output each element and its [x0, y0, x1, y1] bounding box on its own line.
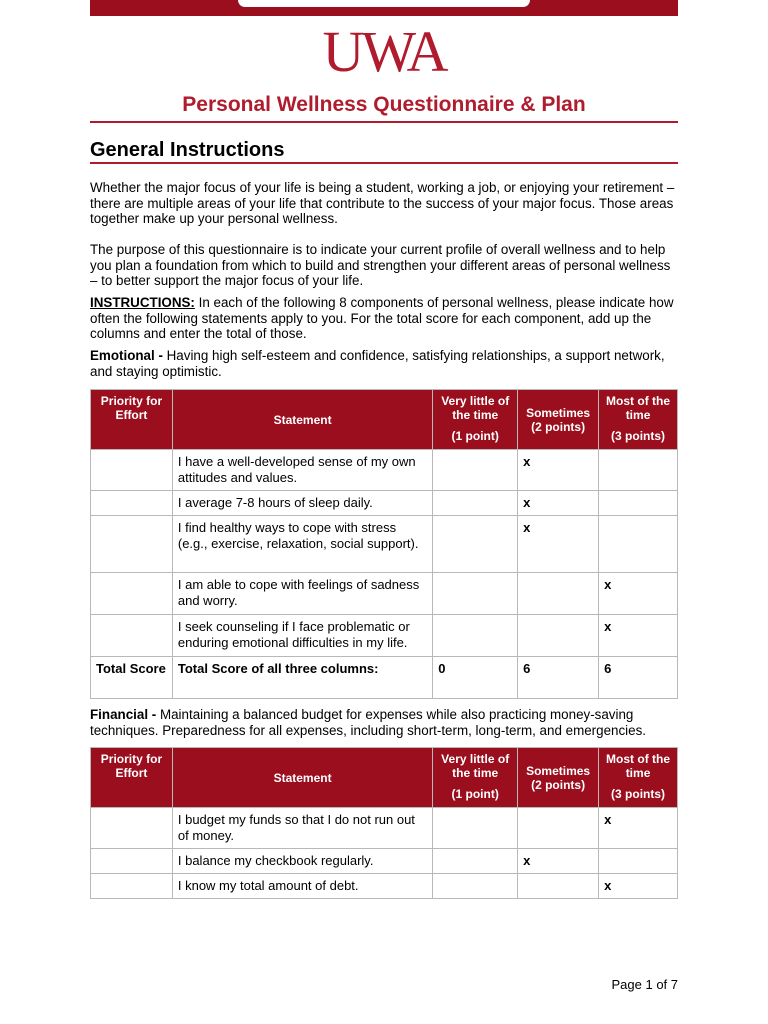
sometimes-cell[interactable]: [518, 573, 599, 615]
header-sometimes-label: Sometimes: [526, 405, 591, 420]
header-most-label: Most of the time: [606, 394, 671, 422]
header-most: [599, 748, 678, 808]
header-sometimes: [518, 748, 599, 808]
very-little-cell[interactable]: [433, 615, 518, 657]
financial-table: [90, 747, 678, 899]
total-sometimes[interactable]: 6: [518, 657, 599, 699]
header-most-points: (3 points): [611, 429, 666, 443]
very-little-cell[interactable]: [433, 573, 518, 615]
table-row: [91, 516, 678, 573]
header-priority: Priority for Effort: [91, 748, 173, 808]
financial-intro: [90, 707, 680, 738]
very-little-cell[interactable]: [433, 874, 518, 899]
very-little-cell[interactable]: [433, 450, 518, 491]
title-rule: [90, 121, 678, 123]
most-cell[interactable]: x: [599, 615, 678, 657]
statement-cell: I average 7-8 hours of sleep daily.: [172, 491, 432, 516]
header-statement: Statement: [172, 748, 432, 808]
instructions-paragraph: [90, 295, 680, 342]
total-statement: Total Score of all three columns:: [172, 657, 432, 699]
header-very-little: [433, 390, 518, 450]
most-cell[interactable]: [599, 516, 678, 573]
most-cell[interactable]: x: [599, 874, 678, 899]
statement-cell: I budget my funds so that I do not run out of money.: [172, 808, 432, 849]
intro-paragraph-1: Whether the major focus of your life is being a student, working a job, or enjoying your retirement – there are multiple areas of your life that contribute to the success of your major focus. Those areas together make up your personal wellness.: [90, 180, 675, 227]
header-statement: Statement: [172, 390, 432, 450]
header-most-label: Most of the time: [606, 752, 671, 780]
statement-cell: I know my total amount of debt.: [172, 874, 432, 899]
financial-label: Financial -: [90, 707, 157, 722]
intro-paragraph-2: The purpose of this questionnaire is to indicate your current profile of overall wellness and to help you plan a foundation from which to build and strengthen your different areas of personal wellness – to better support the major focus of your life.: [90, 242, 671, 289]
emotional-intro: [90, 348, 680, 379]
priority-cell[interactable]: [91, 450, 173, 491]
most-cell[interactable]: [599, 849, 678, 874]
financial-desc: Maintaining a balanced budget for expenses while also practicing money-saving techniques. Preparedness for all expenses, including short-term, long-term, and emergencies.: [90, 707, 646, 738]
most-cell[interactable]: [599, 491, 678, 516]
very-little-cell[interactable]: [433, 808, 518, 849]
page-number: Page 1 of 7: [611, 977, 678, 992]
emotional-label: Emotional -: [90, 348, 163, 363]
table-row: [91, 491, 678, 516]
header-sometimes-points: (2 points): [531, 777, 586, 792]
emotional-desc: Having high self-esteem and confidence, satisfying relationships, a support network, and staying optimistic.: [90, 348, 665, 379]
header-very-little-label: Very little of the time: [441, 394, 510, 422]
very-little-cell[interactable]: [433, 491, 518, 516]
header-most: [599, 390, 678, 450]
header-very-little-label: Very little of the time: [441, 752, 510, 780]
most-cell[interactable]: x: [599, 573, 678, 615]
header-most-points: (3 points): [611, 787, 666, 801]
sometimes-cell[interactable]: x: [518, 450, 599, 491]
total-row: [91, 657, 678, 699]
instructions-label: INSTRUCTIONS:: [90, 295, 195, 310]
instructions-text: In each of the following 8 components of personal wellness, please indicate how often the following statements apply to you. For the total score for each component, add up the columns and enter the total of those.: [90, 295, 674, 342]
very-little-cell[interactable]: [433, 849, 518, 874]
total-most[interactable]: 6: [599, 657, 678, 699]
financial-header-row: [91, 748, 678, 808]
sometimes-cell[interactable]: [518, 615, 599, 657]
very-little-cell[interactable]: [433, 516, 518, 573]
page-title: Personal Wellness Questionnaire & Plan: [182, 93, 586, 116]
table-row: [91, 849, 678, 874]
statement-cell: I have a well-developed sense of my own attitudes and values.: [172, 450, 432, 491]
table-row: [91, 615, 678, 657]
header-very-little-points: (1 point): [451, 787, 499, 801]
priority-cell[interactable]: [91, 516, 173, 573]
priority-cell[interactable]: [91, 615, 173, 657]
emotional-table: [90, 389, 678, 699]
most-cell[interactable]: [599, 450, 678, 491]
section-heading: General Instructions: [90, 139, 285, 161]
priority-cell[interactable]: [91, 491, 173, 516]
total-very-little[interactable]: 0: [433, 657, 518, 699]
sometimes-cell[interactable]: x: [518, 491, 599, 516]
sometimes-cell[interactable]: [518, 874, 599, 899]
priority-cell[interactable]: [91, 849, 173, 874]
priority-cell[interactable]: [91, 808, 173, 849]
table-row: [91, 874, 678, 899]
statement-cell: I balance my checkbook regularly.: [172, 849, 432, 874]
table-row: [91, 808, 678, 849]
uwa-logo: UWA: [322, 19, 446, 84]
header-very-little-points: (1 point): [451, 429, 499, 443]
statement-cell: I seek counseling if I face problematic or enduring emotional difficulties in my life.: [172, 615, 432, 657]
sometimes-cell[interactable]: [518, 808, 599, 849]
header-very-little: [433, 748, 518, 808]
statement-cell: I am able to cope with feelings of sadness and worry.: [172, 573, 432, 615]
heading-rule: [90, 162, 678, 164]
sometimes-cell[interactable]: x: [518, 849, 599, 874]
priority-cell[interactable]: [91, 573, 173, 615]
most-cell[interactable]: x: [599, 808, 678, 849]
priority-cell[interactable]: [91, 874, 173, 899]
header-priority: Priority for Effort: [91, 390, 173, 450]
sometimes-cell[interactable]: x: [518, 516, 599, 573]
header-sometimes: [518, 390, 599, 450]
top-band-notch: [238, 0, 530, 7]
table-row: [91, 450, 678, 491]
header-sometimes-points: (2 points): [531, 419, 586, 434]
statement-cell: I find healthy ways to cope with stress (e.g., exercise, relaxation, social support).: [172, 516, 432, 573]
emotional-header-row: [91, 390, 678, 450]
top-band: [90, 0, 678, 16]
total-label: Total Score: [91, 657, 173, 699]
table-row: [91, 573, 678, 615]
header-sometimes-label: Sometimes: [526, 763, 591, 778]
